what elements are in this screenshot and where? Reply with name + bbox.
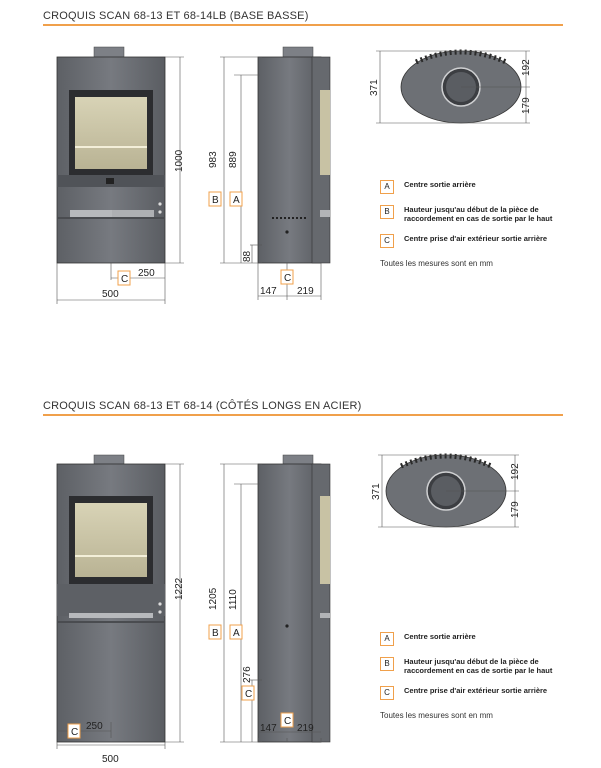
units-note: Toutes les mesures sont en mm [380, 259, 493, 268]
side-b-label-1: B [212, 195, 219, 206]
legend-row-a [380, 180, 570, 194]
front-height-total-1: 1000 [174, 149, 185, 172]
top-lower-1: 179 [521, 97, 532, 114]
side-height-a-2: 1110 [228, 589, 239, 610]
front-offset-c-1: 250 [138, 268, 155, 279]
front-width-2: 500 [102, 754, 119, 765]
side-c-1: 219 [297, 286, 314, 297]
front-c-label-2: C [71, 727, 79, 738]
legend-text-c: Centre prise d'air extérieur sortie arrière [404, 686, 548, 695]
legend-1 [380, 180, 570, 268]
section-1-title: CROQUIS SCAN 68-13 ET 68-14LB (BASE BASSE) [43, 10, 309, 22]
top-lower-2: 179 [510, 501, 521, 518]
front-height-total-2: 1222 [174, 577, 185, 600]
side-height-b-2: 1205 [208, 587, 219, 610]
side-c-label-left-2: C [245, 689, 253, 700]
legend-text-b: Hauteur jusqu'au début de la pièce de raccordement en cas de sortie par le haut [404, 205, 553, 223]
side-back-1: 147 [260, 286, 277, 297]
side-back-2: 147 [260, 723, 277, 734]
legend-text-c: Centre prise d'air extérieur sortie arrière [404, 234, 548, 243]
side-height-c-2: 276 [242, 666, 253, 683]
front-offset-c-2: 250 [86, 721, 103, 732]
legend-row-c [380, 234, 570, 248]
side-a-label-2: A [233, 628, 240, 639]
legend-row-a [380, 632, 570, 646]
front-view-1 [57, 47, 165, 263]
side-view-2 [258, 455, 330, 742]
legend-text-b: Hauteur jusqu'au début de la pièce de raccordement en cas de sortie par le haut [404, 657, 553, 675]
legend-badge-a: A [380, 180, 394, 194]
legend-badge-b: B [380, 205, 394, 219]
legend-2 [380, 632, 570, 720]
side-height-c-1: 88 [242, 250, 253, 262]
legend-badge-c: C [380, 234, 394, 248]
legend-badge-a: A [380, 632, 394, 646]
top-depth-1: 371 [369, 79, 380, 96]
side-c-2: 219 [297, 723, 314, 734]
legend-text-a: Centre sortie arrière [404, 632, 476, 641]
side-a-label-1: A [233, 195, 240, 206]
front-c-label-1: C [121, 274, 129, 285]
side-height-a-1: 889 [228, 151, 239, 168]
legend-badge-b: B [380, 657, 394, 671]
side-c-label-2: C [284, 716, 292, 727]
side-height-b-1: 983 [208, 151, 219, 168]
top-depth-2: 371 [371, 483, 382, 500]
legend-row-b [380, 657, 570, 675]
side-view-1 [258, 47, 330, 263]
legend-text-a: Centre sortie arrière [404, 180, 476, 189]
legend-row-c [380, 686, 570, 700]
top-upper-1: 192 [521, 59, 532, 76]
units-note: Toutes les mesures sont en mm [380, 711, 493, 720]
front-view-2 [57, 455, 165, 742]
top-upper-2: 192 [510, 463, 521, 480]
side-b-label-2: B [212, 628, 219, 639]
front-width-1: 500 [102, 289, 119, 300]
legend-row-b [380, 205, 570, 223]
side-c-label-1: C [284, 273, 292, 284]
section-2-title: CROQUIS SCAN 68-13 ET 68-14 (CÔTÉS LONGS EN ACIER) [43, 400, 362, 412]
legend-badge-c: C [380, 686, 394, 700]
